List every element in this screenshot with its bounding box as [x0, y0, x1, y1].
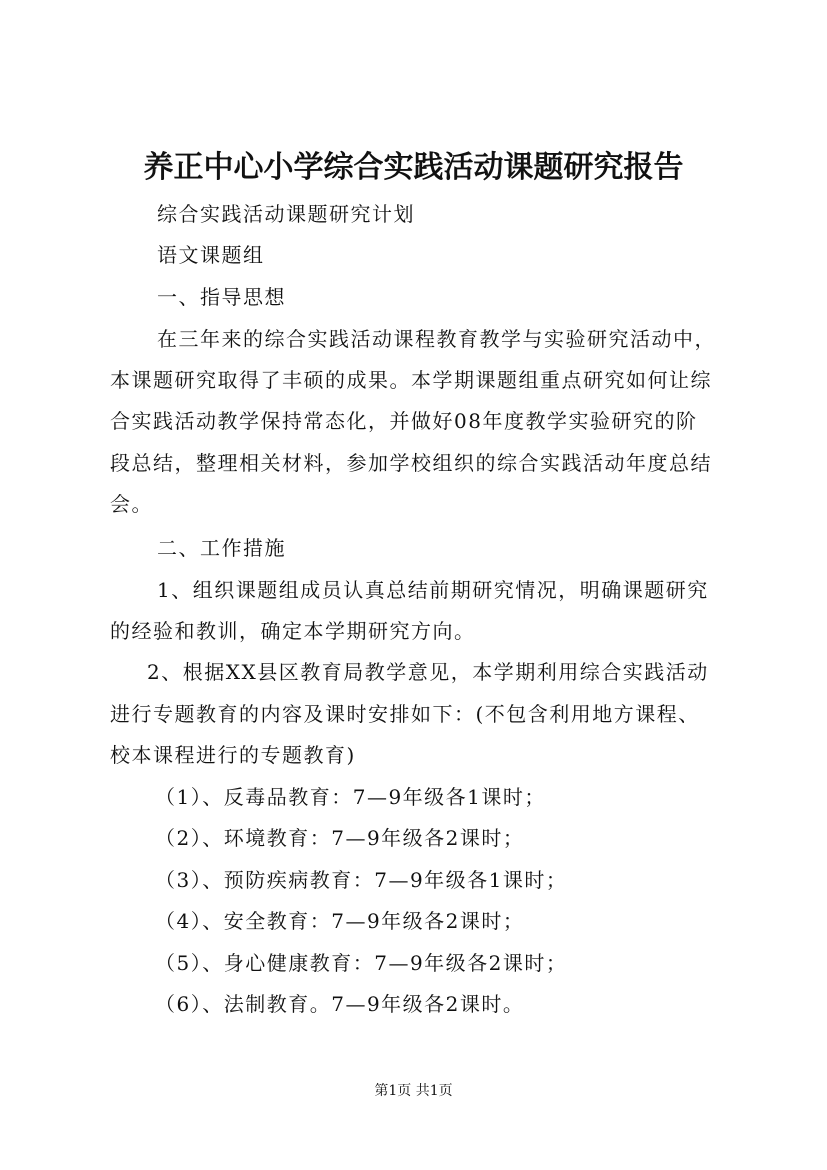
paragraph-line: 1、组织课题组成员认真总结前期研究情况，明确课题研究	[157, 578, 709, 602]
subtitle: 综合实践活动课题研究计划	[157, 202, 415, 226]
list-item: （5）、身心健康教育：7—9年级各2课时；	[155, 951, 568, 975]
list-item: （3）、预防疾病教育：7—9年级各1课时；	[155, 868, 568, 892]
list-item: （6）、法制教育。7—9年级各2课时。	[155, 992, 525, 1016]
group-name: 语文课题组	[157, 243, 265, 267]
document-title: 养正中心小学综合实践活动课题研究报告	[143, 150, 684, 185]
paragraph-line: 合实践活动教学保持常态化，并做好08年度教学实验研究的阶	[110, 409, 698, 433]
paragraph-line: 段总结，整理相关材料，参加学校组织的综合实践活动年度总结	[110, 451, 712, 475]
list-item: （4）、安全教育：7—9年级各2课时；	[155, 909, 525, 933]
list-item: （1）、反毒品教育：7—9年级各1课时；	[155, 785, 546, 809]
paragraph-line: 2、根据XX县区教育局教学意见，本学期利用综合实践活动	[147, 660, 709, 684]
list-item: （2）、环境教育：7—9年级各2课时；	[155, 826, 525, 850]
section1-heading: 一、指导思想	[157, 285, 286, 309]
paragraph-line: 本课题研究取得了丰硕的成果。本学期课题组重点研究如何让综	[110, 368, 712, 392]
section2-heading: 二、工作措施	[157, 536, 286, 560]
paragraph-line: 会。	[110, 492, 153, 516]
paragraph-line: 的经验和教训，确定本学期研究方向。	[110, 619, 476, 643]
paragraph-line: 在三年来的综合实践活动课程教育教学与实验研究活动中，	[157, 327, 716, 351]
paragraph-line: 校本课程进行的专题教育)	[110, 743, 356, 767]
page-footer: 第1页 共1页	[374, 1083, 453, 1099]
paragraph-line: 进行专题教育的内容及课时安排如下：(不包含利用地方课程、	[110, 702, 700, 726]
